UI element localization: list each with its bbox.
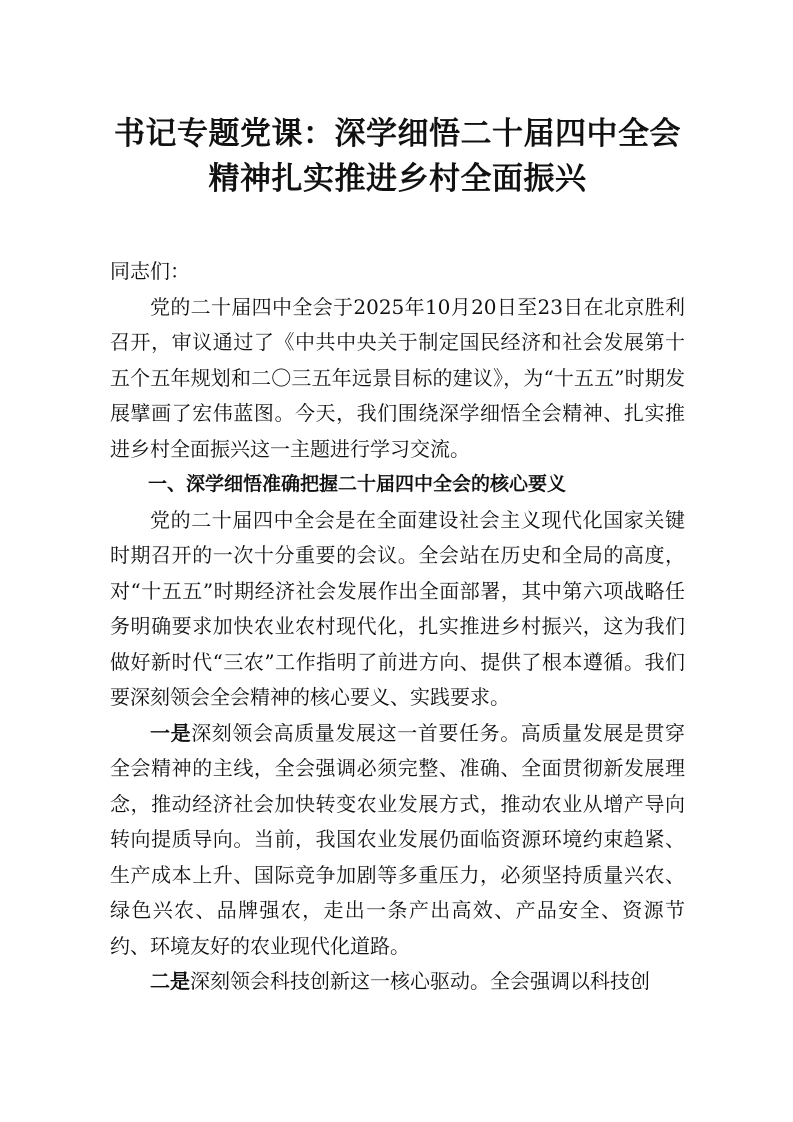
point-1-text: 深刻领会高质量发展这一首要任务。高质量发展是贯穿全会精神的主线，全会强调必须完整、准确、全面贯彻新发展理念，推动经济社会加快转变农业发展方式，推动农业从增产导向转向提质导向。当前，我国农业发展仍面临资源环境约束趋紧、生产成本上升、国际竞争加剧等多重压力，必须坚持质量兴农、绿色兴农、品牌强农，走出一条产出高效、产品安全、资源节约、环境友好的农业现代化道路。 [110,720,686,958]
point-1-paragraph [110,716,685,965]
point-2-paragraph [110,964,685,1000]
point-1-lead: 一是 [150,720,192,745]
document-body [110,254,685,1000]
greeting: 同志们： [110,259,190,283]
document-page [110,112,685,1000]
point-2-text: 深刻领会科技创新这一核心驱动。全会强调以科技创 [190,969,650,993]
intro-paragraph: 党的二十届四中全会于2025年10月20日至23日在北京胜利召开，审议通过了《中共中央关于制定国民经济和社会发展第十五个五年规划和二〇三五年远景目标的建议》，为“十五五”时期发展擘画了宏伟蓝图。今天，我们围绕深学细悟全会精神、扎实推进乡村全面振兴这一主题进行学习交流。 [110,294,685,461]
section-1-heading: 一、深学细悟准确把握二十届四中全会的核心要义 [148,473,567,495]
document-title [110,112,685,202]
title-line-1: 书记专题党课：深学细悟二十届四中全会 [114,116,681,152]
section-1-paragraph: 党的二十届四中全会是在全面建设社会主义现代化国家关键时期召开的一次十分重要的会议。全会站在历史和全局的高度，对“十五五”时期经济社会发展作出全面部署，其中第六项战略任务明确要求加快农业农村现代化，扎实推进乡村振兴，这为我们做好新时代“三农”工作指明了前进方向、提供了根本遵循。我们要深刻领会全会精神的核心要义、实践要求。 [110,507,685,709]
point-2-lead: 二是 [150,969,190,993]
title-line-2: 精神扎实推进乡村全面振兴 [208,161,587,197]
